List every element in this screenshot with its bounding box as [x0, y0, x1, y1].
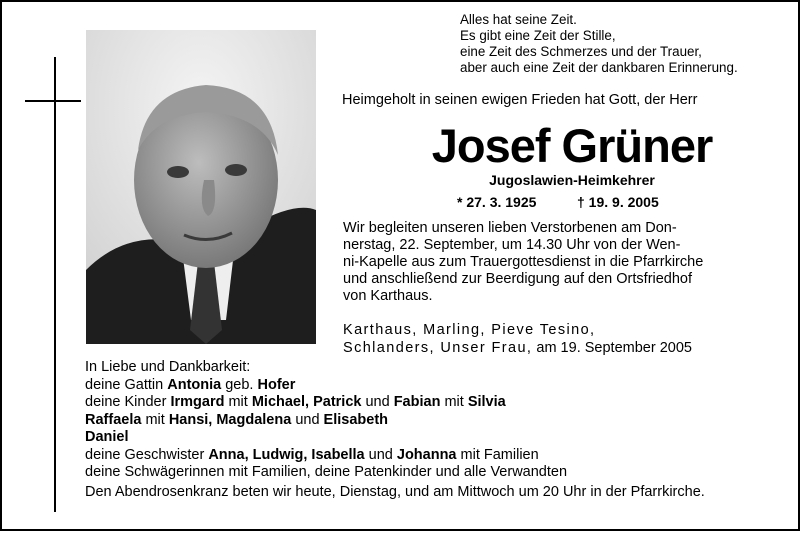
announcement-line: ni-Kapelle aus zum Trauergottesdienst in die Pfarrkirche [343, 254, 704, 270]
places-and-date [343, 321, 783, 357]
poem-line: eine Zeit des Schmerzes und der Trauer, [460, 44, 702, 59]
mourners-line: deine Kinder Irmgard mit Michael, Patrick und Fabian mit Silvia [85, 394, 506, 410]
places-line: Schlanders, Unser Frau, [343, 340, 533, 356]
announcement-line: von Karthaus. [343, 288, 433, 304]
announcement-line: nerstag, 22. September, um 14.30 Uhr von der Wen- [343, 237, 681, 253]
portrait-photo [86, 30, 316, 344]
announcement-line: Wir begleiten unseren lieben Verstorbenen am Don- [343, 220, 677, 236]
deceased-subtitle: Jugoslawien-Heimkehrer [489, 172, 655, 188]
funeral-announcement [343, 220, 778, 305]
death-date: † 19. 9. 2005 [577, 194, 659, 210]
mourners-line: deine Gattin Antonia geb. Hofer [85, 376, 296, 393]
deceased-name: Josef Grüner [431, 119, 713, 172]
announcement-line: und anschließend zur Beerdigung auf den Ortsfriedhof [343, 271, 693, 287]
rosary-note: Den Abendrosenkranz beten wir heute, Dienstag, und am Mittwoch um 20 Uhr in der Pfarrkirche. [85, 484, 705, 500]
mourners-list [85, 359, 785, 482]
mourners-line: Daniel [85, 429, 129, 445]
poem-line: aber auch eine Zeit der dankbaren Erinnerung. [460, 60, 738, 75]
mourners-line: deine Schwägerinnen mit Familien, deine Patenkinder und alle Verwandten [85, 464, 568, 480]
places-line: Karthaus, Marling, Pieve Tesino, [343, 322, 596, 338]
mourners-line: Raffaela mit Hansi, Magdalena und Elisabeth [85, 411, 389, 428]
cross-icon [2, 2, 82, 533]
poem-line: Es gibt eine Zeit der Stille, [460, 28, 616, 43]
notice-date: am 19. September 2005 [532, 340, 692, 356]
mourners-line: deine Geschwister Anna, Ludwig, Isabella und Johanna mit Familien [85, 446, 539, 463]
birth-date: * 27. 3. 1925 [457, 194, 537, 210]
mourners-intro: In Liebe und Dankbarkeit: [85, 359, 251, 375]
heimgeholt-text: Heimgeholt in seinen ewigen Frieden hat Gott, der Herr [342, 92, 698, 108]
poem [460, 12, 790, 76]
poem-line: Alles hat seine Zeit. [460, 12, 577, 27]
